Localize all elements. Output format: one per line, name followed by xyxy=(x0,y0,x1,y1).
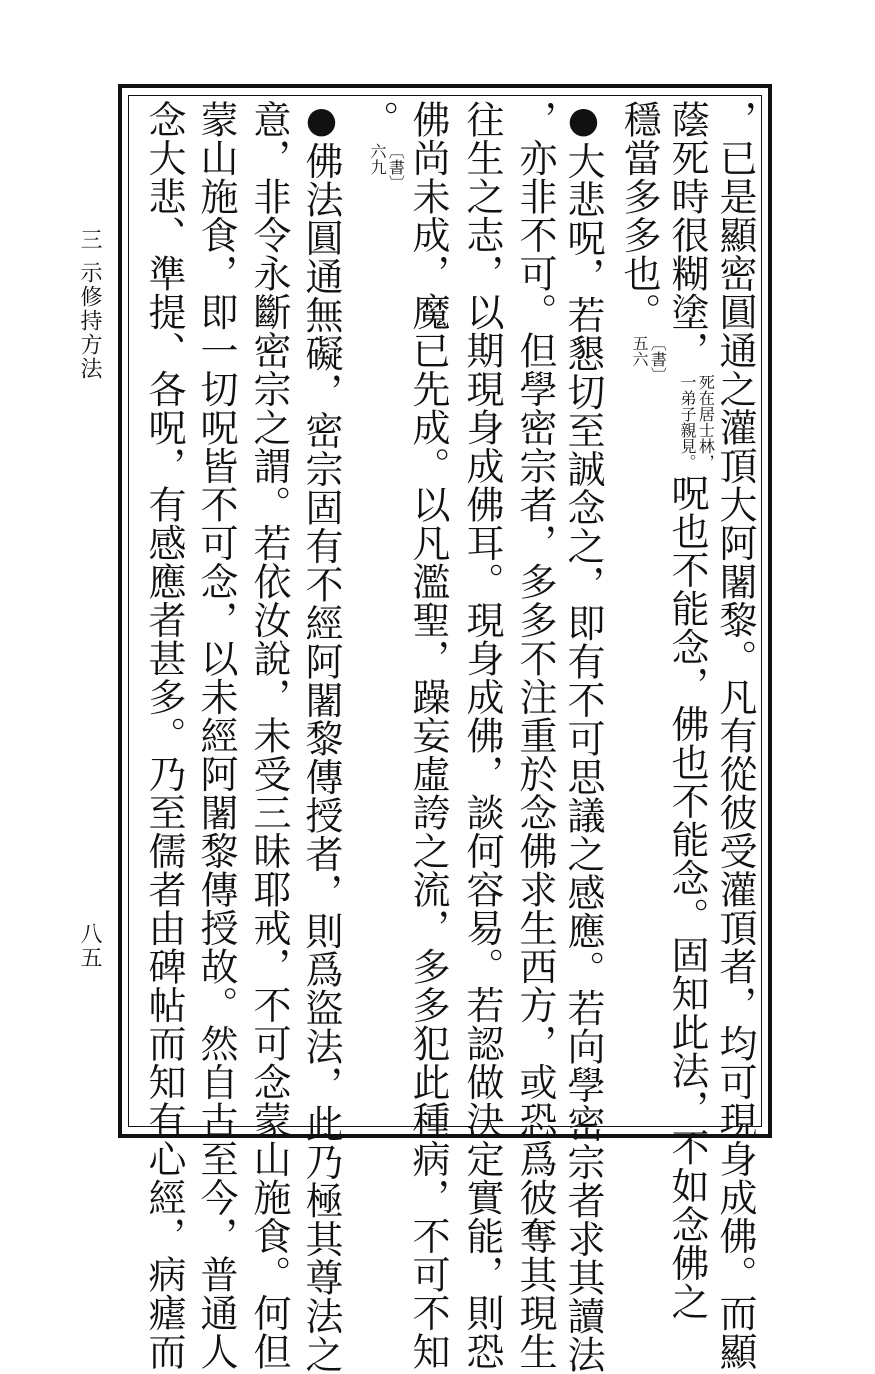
text-column-10 xyxy=(247,100,291,1371)
bullet-icon: ● xyxy=(563,100,604,142)
text-column-5 xyxy=(513,100,557,1371)
chapter-header: 三 示修持方法 xyxy=(77,228,102,381)
column-text: 。 xyxy=(355,100,399,139)
inline-note-line: 一弟子親見。 xyxy=(678,373,697,470)
page-number: 八五 xyxy=(77,922,102,970)
source-ref-line: 六九 xyxy=(368,142,387,175)
column-text: ，亦非不可。但學密宗者，多多不注重於念佛求生西方，或恐爲彼奪其現生 xyxy=(513,100,557,1371)
inline-note-line: 死在居士林， xyxy=(696,373,716,470)
source-ref-line: 五六 xyxy=(630,335,649,367)
column-text: 意，非令永斷密宗之謂。若依汝說，未受三昧耶戒，不可念蒙山施食。何但 xyxy=(247,100,291,1371)
column-text: 蔭死時很糊塗， xyxy=(665,100,709,370)
source-ref-line: 〔書〕 xyxy=(648,335,668,383)
column-text: ，已是顯密圓通之灌頂大阿闍黎。凡有從彼受灌頂者，均可現身成佛。而顯 xyxy=(713,100,757,1371)
text-column-2 xyxy=(665,100,716,1321)
column-text: 往生之志，以期現身成佛耳。現身成佛，談何容易。若認做決定實能，則恐 xyxy=(460,100,504,1371)
text-column-9 xyxy=(299,100,343,1374)
column-text: 蒙山施食，即一切呪皆不可念，以未經阿闍黎傳授故。然自古至今，普通人 xyxy=(194,100,238,1371)
inline-note xyxy=(678,374,715,470)
source-ref xyxy=(368,143,405,191)
text-column-4 xyxy=(561,100,605,1374)
text-column-11 xyxy=(194,100,238,1371)
bullet-icon: ● xyxy=(301,100,342,142)
source-ref xyxy=(630,335,667,383)
column-text: 念大悲、準提、各呪，有感應者甚多。乃至儒者由碑帖而知有心經，病瘧而 xyxy=(142,100,186,1371)
column-text: 佛尚未成，魔已先成。以凡濫聖，躁妄虛誇之流，多多犯此種病，不可不知 xyxy=(406,100,450,1371)
column-text: 大悲呪，若懇切至誠念之，即有不可思議之感應。若向學密宗者求其讀法 xyxy=(561,141,605,1374)
text-column-7 xyxy=(406,100,450,1371)
text-column-1 xyxy=(713,100,757,1371)
column-text: 佛法圓通無礙，密宗固有不經阿闍黎傳授者，則爲盜法，此乃極其尊法之 xyxy=(299,141,343,1374)
column-text: 呪也不能念，佛也不能念。固知此法，不如念佛之 xyxy=(665,473,709,1321)
source-ref-line: 〔書〕 xyxy=(386,142,406,191)
text-column-8 xyxy=(355,100,406,1120)
text-column-6 xyxy=(460,100,504,1371)
text-column-12 xyxy=(142,100,186,1371)
text-column-3 xyxy=(617,100,668,1120)
column-text: 穩當多多也。 xyxy=(617,100,661,331)
